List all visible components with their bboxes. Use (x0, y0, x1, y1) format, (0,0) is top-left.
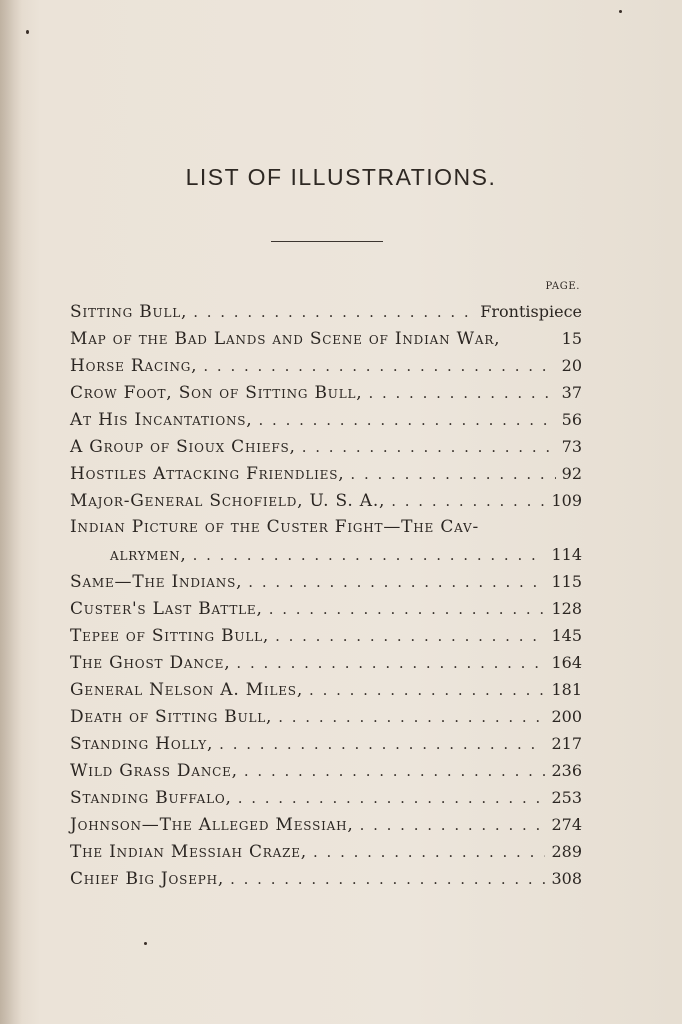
illustration-title: The Indian Messiah Craze, (70, 842, 307, 862)
leader-dots (244, 758, 546, 785)
list-item (70, 433, 582, 460)
list-item (70, 568, 582, 595)
illustrations-list (70, 298, 582, 892)
leader-dots (368, 380, 555, 407)
illustration-title: Horse Racing, (70, 356, 198, 376)
page-number: 128 (551, 599, 582, 618)
list-item (70, 595, 582, 622)
leader-dots (360, 812, 546, 839)
page-column-label: PAGE. (545, 281, 580, 292)
illustration-title: At His Incantations, (70, 410, 253, 430)
leader-dots (269, 596, 546, 623)
leader-dots (278, 704, 545, 731)
page-number: 217 (551, 734, 582, 753)
page-number: 289 (551, 842, 582, 861)
illustration-title: Sitting Bull, (70, 302, 188, 322)
spine-shadow (0, 0, 22, 1024)
illustration-title: Custer's Last Battle, (70, 599, 263, 619)
list-item (70, 838, 582, 865)
leader-dots (230, 866, 545, 893)
illustration-title: General Nelson A. Miles, (70, 680, 304, 700)
illustration-title: The Ghost Dance, (70, 653, 231, 673)
list-item (70, 298, 582, 325)
page-number: 15 (561, 329, 582, 348)
list-item (70, 865, 582, 892)
illustration-title: Tepee of Sitting Bull, (70, 626, 270, 646)
ink-speck (144, 942, 147, 945)
leader-dots (248, 569, 545, 596)
page-number: 73 (561, 437, 582, 456)
list-item (70, 541, 582, 568)
list-item (70, 460, 582, 487)
leader-dots (193, 542, 546, 569)
page-number: 20 (561, 356, 582, 375)
list-item (70, 622, 582, 649)
page-number: 274 (551, 815, 582, 834)
leader-dots (203, 353, 555, 380)
leader-dots (193, 299, 474, 326)
leader-dots (313, 839, 545, 866)
illustration-title: alrymen, (110, 545, 187, 565)
illustration-title: A Group of Sioux Chiefs, (70, 437, 296, 457)
page-number: 92 (561, 464, 582, 483)
illustration-title: Johnson—The Alleged Messiah, (70, 815, 354, 835)
leader-dots (275, 623, 545, 650)
illustration-title: Chief Big Joseph, (70, 869, 225, 889)
list-item (70, 352, 582, 379)
illustration-title: Indian Picture of the Custer Fight—The Cav- (70, 517, 480, 537)
list-item (70, 811, 582, 838)
page-number: 236 (551, 761, 582, 780)
leader-dots (238, 785, 546, 812)
page-number: 200 (551, 707, 582, 726)
leader-dots (302, 434, 556, 461)
page-number: 181 (551, 680, 582, 699)
list-item (70, 730, 582, 757)
list-item (70, 325, 582, 352)
list-item (70, 784, 582, 811)
page-number: 308 (551, 869, 582, 888)
page-number: Frontispiece (480, 302, 582, 321)
page-number: 56 (561, 410, 582, 429)
ink-speck (619, 10, 622, 13)
page-number: 109 (551, 491, 582, 510)
leader-dots (259, 407, 556, 434)
illustration-title: Death of Sitting Bull, (70, 707, 273, 727)
illustration-title: Major-General Schofield, U. S. A., (70, 491, 386, 511)
illustration-title: Same—The Indians, (70, 572, 243, 592)
page-number: 145 (551, 626, 582, 645)
page-number: 164 (551, 653, 582, 672)
page-number: 37 (561, 383, 582, 402)
page-number: 115 (551, 572, 582, 591)
illustration-title: Wild Grass Dance, (70, 761, 238, 781)
illustration-title: Standing Holly, (70, 734, 214, 754)
illustration-title: Crow Foot, Son of Sitting Bull, (70, 383, 363, 403)
list-item (70, 757, 582, 784)
illustration-title: Map of the Bad Lands and Scene of Indian War, (70, 329, 501, 349)
list-item (70, 487, 582, 514)
leader-dots (391, 488, 545, 515)
page-number: 253 (551, 788, 582, 807)
list-item (70, 406, 582, 433)
page-title: LIST OF ILLUSTRATIONS. (185, 164, 497, 190)
list-item (70, 514, 582, 541)
list-item (70, 703, 582, 730)
title-divider (271, 241, 383, 242)
list-item (70, 379, 582, 406)
page-number: 114 (551, 545, 582, 564)
leader-dots (219, 731, 545, 758)
illustration-title: Hostiles Attacking Friendlies, (70, 464, 345, 484)
leader-dots (236, 650, 545, 677)
leader-dots (309, 677, 545, 704)
list-item (70, 649, 582, 676)
illustration-title: Standing Buffalo, (70, 788, 232, 808)
list-item (70, 676, 582, 703)
ink-speck (26, 30, 29, 34)
leader-dots (350, 461, 555, 488)
